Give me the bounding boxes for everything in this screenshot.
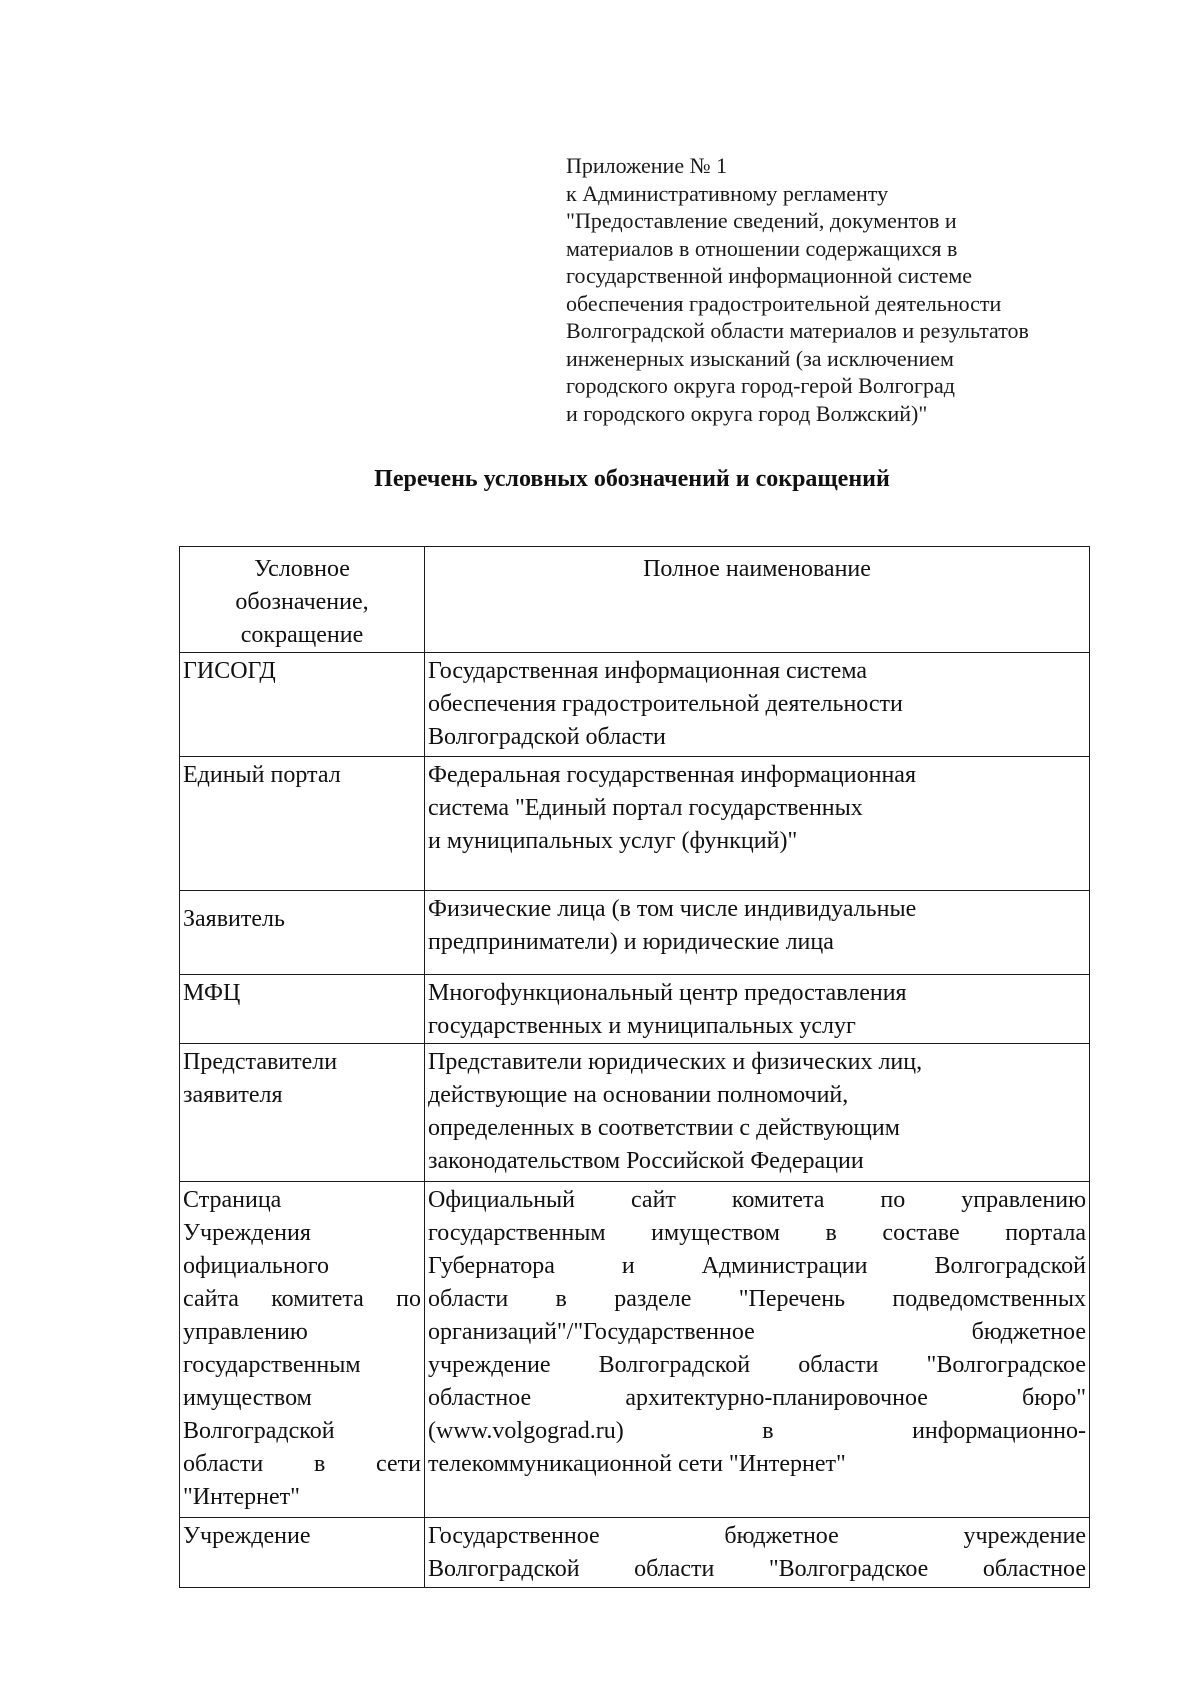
appendix-line: городского округа город-герой Волгоград [566, 373, 955, 398]
term-text: Учреждение [183, 1523, 311, 1549]
term-cell [180, 1044, 425, 1182]
definition-line: государственным имуществом в составе портала [428, 1220, 1086, 1246]
appendix-note [566, 152, 1126, 427]
definition-line: законодательством Российской Федерации [428, 1148, 864, 1174]
term-cell [180, 1182, 425, 1518]
definition-line: Физические лица (в том числе индивидуальные [428, 896, 917, 922]
definition-cell [425, 757, 1090, 891]
definition-line: Представители юридических и физических лиц, [428, 1049, 923, 1075]
term-text: "Интернет" [183, 1484, 300, 1510]
definition-line: определенных в соответствии с действующим [428, 1115, 900, 1141]
term-text: государственным [183, 1352, 361, 1378]
table-row [180, 891, 1090, 975]
table-header-row [180, 547, 1090, 653]
abbreviations-table [179, 546, 1090, 1588]
definition-line: Многофункциональный центр предоставления [428, 980, 907, 1006]
term-text: Волгоградской [183, 1418, 335, 1444]
appendix-line: Приложение № 1 [566, 153, 728, 178]
definition-cell [425, 1518, 1090, 1588]
term-cell [180, 653, 425, 757]
appendix-line: государственной информационной системе [566, 263, 973, 288]
term-text: Заявитель [183, 906, 285, 932]
term-text: заявителя [183, 1082, 283, 1108]
definition-line: обеспечения градостроительной деятельности [428, 691, 903, 717]
term-text: Единый портал [183, 762, 341, 788]
definition-line: учреждение Волгоградской области "Волгоградское [428, 1352, 1086, 1378]
definition-line: государственных и муниципальных услуг [428, 1013, 856, 1039]
term-text: официального [183, 1253, 329, 1279]
definition-line: и муниципальных услуг (функций)" [428, 828, 798, 854]
definition-line: Государственное бюджетное учреждение [428, 1523, 1086, 1549]
term-text: Страница [183, 1187, 282, 1213]
header-line: Полное наименование [643, 556, 871, 582]
definition-line: телекоммуникационной сети "Интернет" [428, 1451, 846, 1477]
header-line: сокращение [240, 622, 364, 648]
term-text: ГИСОГД [183, 658, 276, 684]
definition-line: Федеральная государственная информационная [428, 762, 916, 788]
definition-cell [425, 891, 1090, 975]
definition-line: организаций"/"Государственное бюджетное [428, 1319, 1086, 1345]
term-text: МФЦ [183, 980, 241, 1006]
appendix-line: и городского округа город Волжский)" [566, 400, 928, 426]
definition-line: система "Единый портал государственных [428, 795, 863, 821]
term-text: имуществом [183, 1385, 312, 1411]
term-text: области в сети [183, 1451, 421, 1477]
table-row [180, 1518, 1090, 1588]
header-full-name [425, 547, 1090, 653]
header-line: Условное [254, 556, 350, 582]
term-cell [180, 757, 425, 891]
term-text: Учреждения [183, 1220, 311, 1246]
term-cell [180, 1518, 425, 1588]
definition-line: областное архитектурно-планировочное бюро" [428, 1385, 1086, 1411]
term-text: Представители [183, 1049, 338, 1075]
term-cell [180, 891, 425, 975]
definition-line: Государственная информационная система [428, 658, 867, 684]
term-text: сайта комитета по [183, 1286, 421, 1312]
appendix-line: Волгоградской области материалов и результатов [566, 318, 1029, 343]
header-line: обозначение, [235, 589, 369, 615]
table-row [180, 1182, 1090, 1518]
term-text: управлению [183, 1319, 308, 1345]
definition-cell [425, 653, 1090, 757]
definition-line: Губернатора и Администрации Волгоградской [428, 1253, 1086, 1279]
definition-cell [425, 1182, 1090, 1518]
table-row [180, 653, 1090, 757]
appendix-line: "Предоставление сведений, документов и [566, 208, 957, 233]
definition-line: области в разделе "Перечень подведомственных [428, 1286, 1086, 1312]
appendix-line: к Административному регламенту [566, 180, 889, 206]
definition-line: Волгоградской области [428, 724, 666, 750]
document-title: Перечень условных обозначений и сокращений [374, 466, 890, 492]
definition-line: предприниматели) и юридические лица [428, 929, 834, 955]
table-row [180, 975, 1090, 1044]
definition-cell [425, 1044, 1090, 1182]
definition-line: (www.volgograd.ru) в информационно- [428, 1418, 1086, 1444]
definition-cell [425, 975, 1090, 1044]
table-row [180, 757, 1090, 891]
table-row [180, 1044, 1090, 1182]
appendix-line: материалов в отношении содержащихся в [566, 235, 958, 261]
definition-line: Официальный сайт комитета по управлению [428, 1187, 1086, 1213]
appendix-line: инженерных изысканий (за исключением [566, 345, 954, 371]
header-abbreviation [180, 547, 425, 653]
definition-line: Волгоградской области "Волгоградское областное [428, 1556, 1086, 1582]
term-cell [180, 975, 425, 1044]
appendix-line: обеспечения градостроительной деятельности [566, 290, 1002, 316]
definition-line: действующие на основании полномочий, [428, 1082, 849, 1108]
